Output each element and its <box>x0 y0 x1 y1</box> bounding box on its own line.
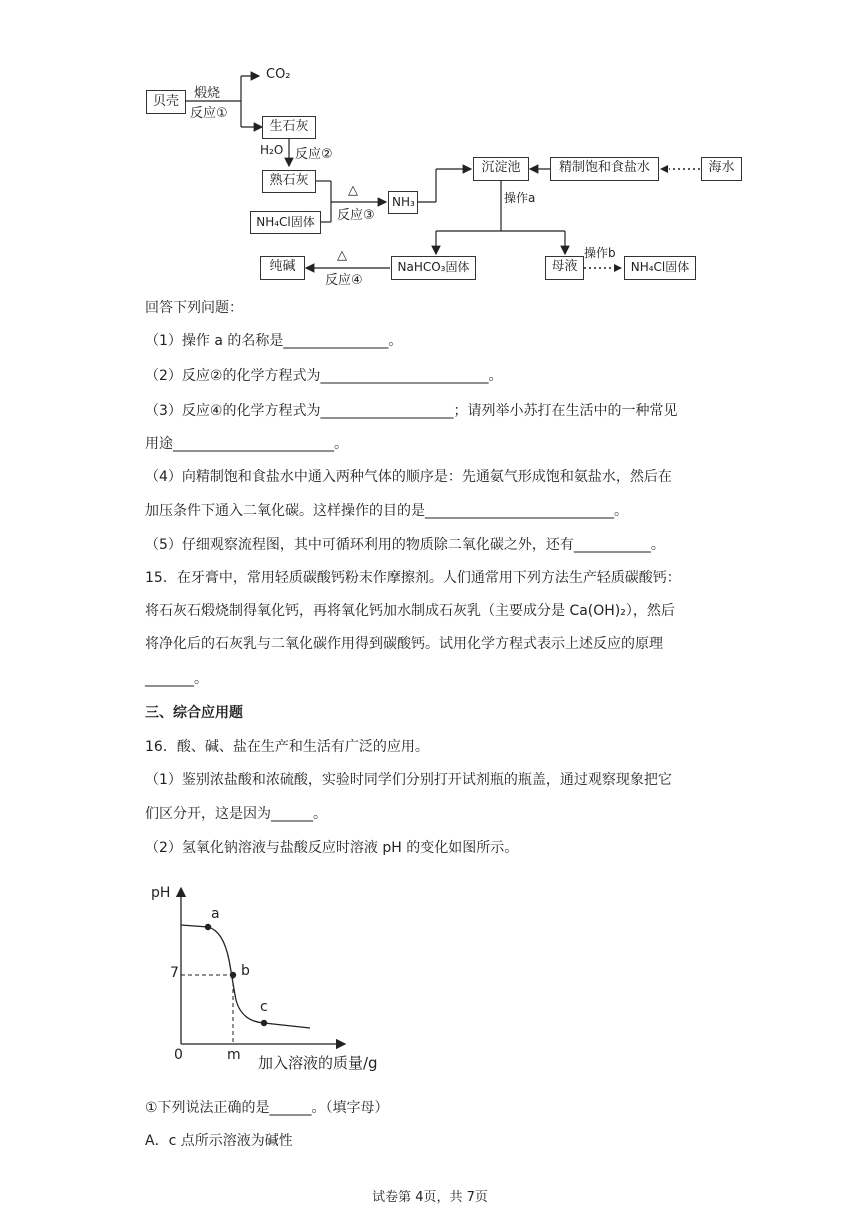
nh3-box: NH₃ <box>388 191 418 214</box>
graph-origin: 0 <box>174 1047 183 1063</box>
co2-label: CO₂ <box>266 67 291 82</box>
h2o-label: H₂O <box>260 143 284 157</box>
question-4-line2: 加压条件下通入二氧化碳。这样操作的目的是___________________________。 <box>145 503 628 519</box>
question-4-line1: （4）向精制饱和食盐水中通入两种气体的顺序是：先通氨气形成饱和氨盐水，然后在 <box>145 469 672 485</box>
seawater-box: 海水 <box>701 157 742 181</box>
graph-y-tick-7: 7 <box>170 965 179 981</box>
question-5: （5）仔细观察流程图，其中可循环利用的物质除二氧化碳之外，还有___________。 <box>145 537 665 553</box>
soda-box: 纯碱 <box>260 256 305 280</box>
operation-b-label: 操作b <box>584 246 616 260</box>
flow-diagram-lines <box>0 0 860 300</box>
reaction3-label: 反应③ <box>337 208 375 223</box>
problem-15-line1: 15．在牙膏中，常用轻质碳酸钙粉末作摩擦剂。人们通常用下列方法生产轻质碳酸钙： <box>145 570 681 586</box>
operation-a-label: 操作a <box>504 191 536 205</box>
graph-point-a: a <box>211 906 220 922</box>
question-3-line2: 用途_______________________。 <box>145 436 348 452</box>
question-choose: ①下列说法正确的是______。（填字母） <box>145 1100 389 1116</box>
option-a: A．c 点所示溶液为碱性 <box>145 1133 293 1149</box>
graph-x-label: 加入溶液的质量/g <box>258 1054 378 1072</box>
reaction4-label: 反应④ <box>325 273 363 288</box>
brine-box: 精制饱和食盐水 <box>550 157 659 181</box>
reaction2-label: 反应② <box>295 147 333 162</box>
section-3-heading: 三、综合应用题 <box>145 705 243 721</box>
delta4-label: △ <box>337 248 347 263</box>
problem-15-line3: 将净化后的石灰乳与二氧化碳作用得到碳酸钙。试用化学方程式表示上述反应的原理 <box>145 636 663 652</box>
problem-16-1-line2: 们区分开，这是因为______。 <box>145 806 327 822</box>
question-1: （1）操作 a 的名称是_______________。 <box>145 333 403 349</box>
calcine-label: 煅烧 <box>194 86 221 101</box>
graph-point-b: b <box>241 963 250 979</box>
problem-15-line2: 将石灰石煅烧制得氧化钙，再将氧化钙加水制成石灰乳（主要成分是 Ca(OH)₂），然后 <box>145 603 675 619</box>
graph-x-tick-m: m <box>227 1047 241 1063</box>
problem-15-line4: _______。 <box>145 671 208 687</box>
slakedlime-box: 熟石灰 <box>262 170 316 193</box>
nh4cl-out-box: NH₄Cl固体 <box>624 256 696 280</box>
nh4cl-in-box: NH₄Cl固体 <box>250 211 321 234</box>
mother-liquor-box: 母液 <box>545 256 584 280</box>
nahco3-box: NaHCO₃固体 <box>391 256 476 280</box>
answer-prompt: 回答下列问题： <box>145 300 243 316</box>
problem-16: 16．酸、碱、盐在生产和生活有广泛的应用。 <box>145 739 429 755</box>
shell-box: 贝壳 <box>146 90 186 114</box>
quicklime-box: 生石灰 <box>262 116 316 139</box>
reaction1-label: 反应① <box>190 106 228 121</box>
problem-16-1-line1: （1）鉴别浓盐酸和浓硫酸，实验时同学们分别打开试剂瓶的瓶盖，通过观察现象把它 <box>145 772 672 788</box>
sediment-tank-box: 沉淀池 <box>473 157 529 181</box>
problem-16-2: （2）氢氧化钠溶液与盐酸反应时溶液 pH 的变化如图所示。 <box>145 840 519 856</box>
graph-point-c: c <box>260 999 268 1015</box>
question-3-line1: （3）反应④的化学方程式为___________________；请列举小苏打在生活中的一种常见 <box>145 403 678 419</box>
question-2: （2）反应②的化学方程式为________________________。 <box>145 368 503 384</box>
page-footer: 试卷第 4页，共 7页 <box>372 1190 488 1205</box>
graph-y-label: pH <box>151 885 171 901</box>
delta3-label: △ <box>348 183 358 198</box>
